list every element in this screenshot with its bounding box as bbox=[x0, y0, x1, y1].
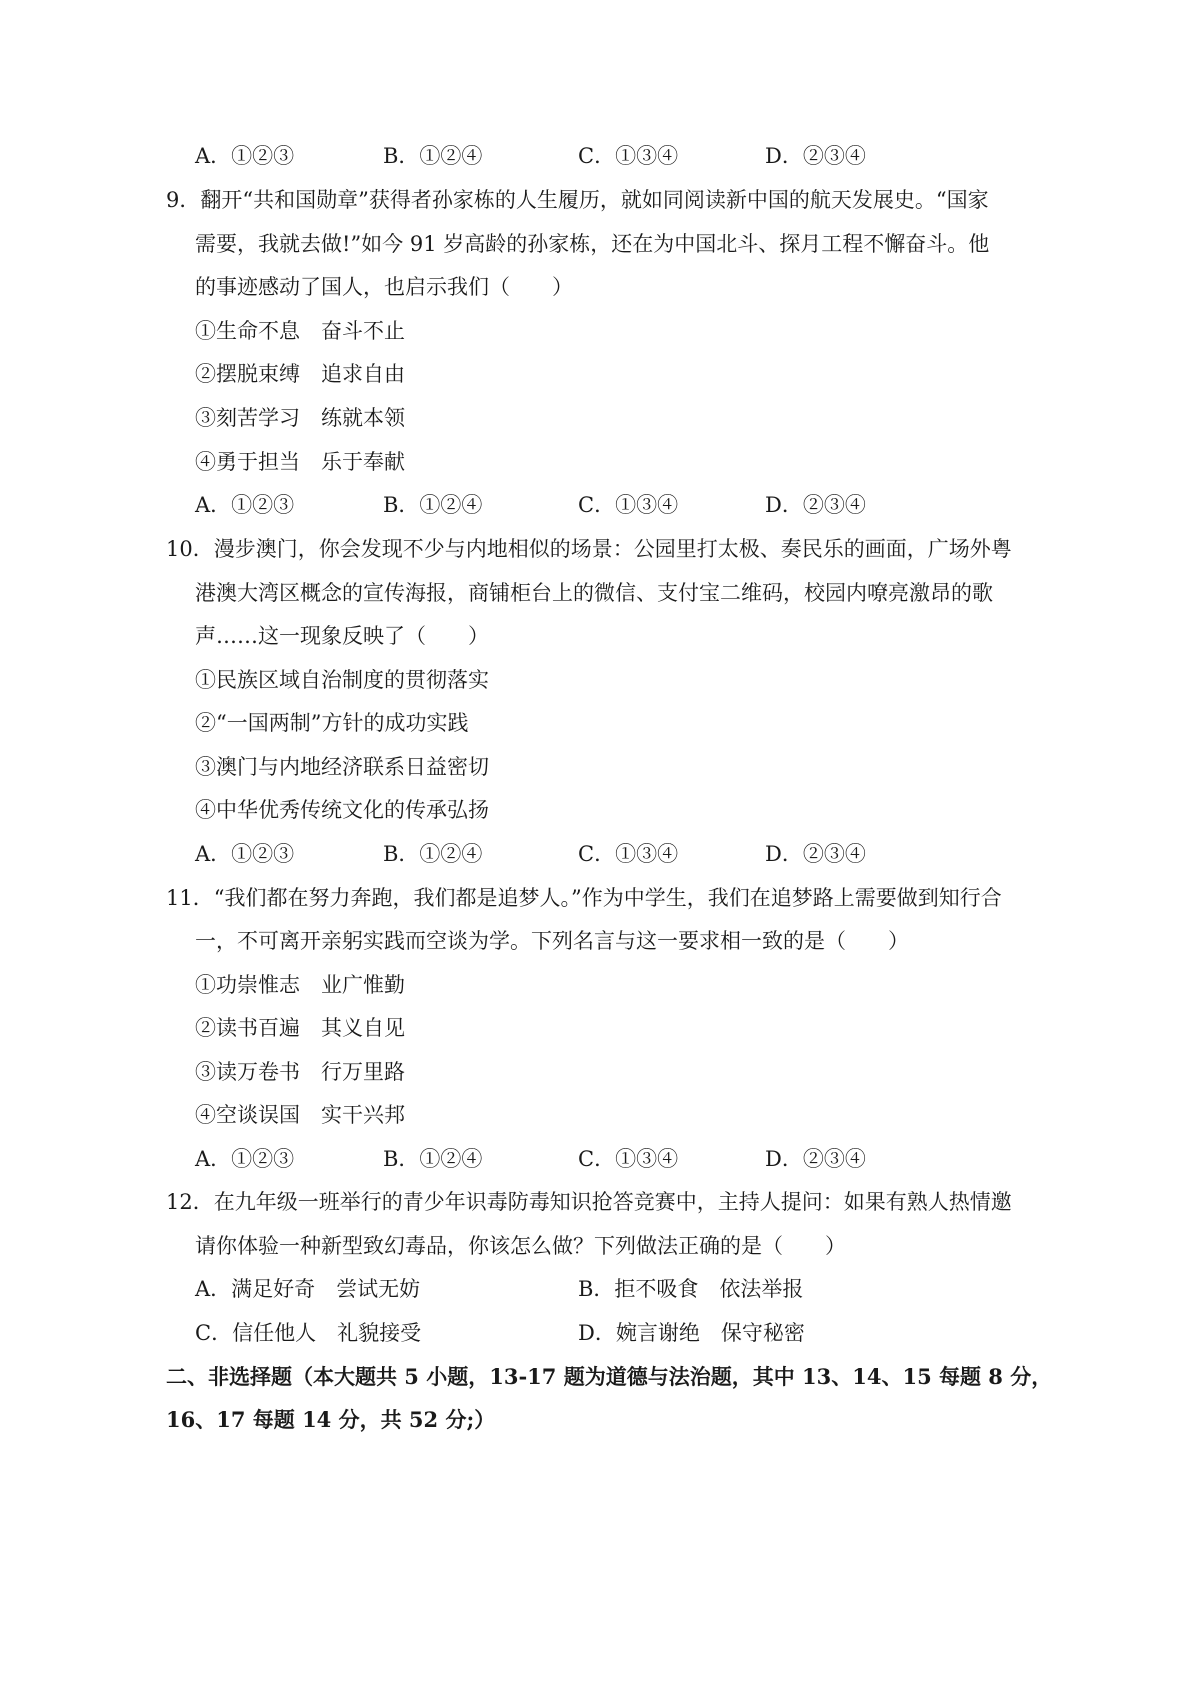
question-stem-line: 请你体验一种新型致幻毒品，你该怎么做？下列做法正确的是（ ） bbox=[195, 1234, 846, 1258]
question-stem-line: 一，不可离开亲躬实践而空谈为学。下列名言与这一要求相一致的是（ ） bbox=[195, 929, 909, 953]
option-b: B．①②④ bbox=[383, 144, 483, 168]
statement-1: ①生命不息 奋斗不止 bbox=[195, 319, 405, 343]
statement-2: ②摆脱束缚 追求自由 bbox=[195, 362, 405, 386]
statement-1: ①民族区域自治制度的贯彻落实 bbox=[195, 668, 489, 692]
option-c: C．①③④ bbox=[578, 842, 679, 866]
statement-3: ③澳门与内地经济联系日益密切 bbox=[195, 755, 489, 779]
section-heading-line: 二、非选择题（本大题共 5 小题，13-17 题为道德与法治题，其中 13、14、15 每题 8 分， bbox=[166, 1364, 1053, 1389]
option-a: A．①②③ bbox=[195, 144, 295, 168]
option-d: D．②③④ bbox=[765, 493, 866, 517]
option-c: C．①③④ bbox=[578, 1147, 679, 1171]
statement-4: ④空谈误国 实干兴邦 bbox=[195, 1103, 405, 1127]
statement-3: ③读万卷书 行万里路 bbox=[195, 1060, 405, 1084]
option-c: C．①③④ bbox=[578, 144, 679, 168]
question-stem-line: 9．翻开“共和国勋章”获得者孙家栋的人生履历，就如同阅读新中国的航天发展史。“国家 bbox=[166, 188, 989, 212]
option-b: B．①②④ bbox=[383, 1147, 483, 1171]
question-stem-line: 12．在九年级一班举行的青少年识毒防毒知识抢答竞赛中，主持人提问：如果有熟人热情邀 bbox=[166, 1190, 1012, 1214]
option-d: D．婉言谢绝 保守秘密 bbox=[578, 1321, 805, 1345]
question-stem-line: 声……这一现象反映了（ ） bbox=[195, 624, 489, 648]
option-a: A．①②③ bbox=[195, 1147, 295, 1171]
statement-2: ②“一国两制”方针的成功实践 bbox=[195, 711, 469, 735]
question-stem-line: 11．“我们都在努力奔跑，我们都是追梦人。”作为中学生，我们在追梦路上需要做到知行合 bbox=[166, 886, 1002, 910]
question-stem-line: 需要，我就去做!”如今 91 岁高龄的孙家栋，还在为中国北斗、探月工程不懈奋斗。他 bbox=[195, 232, 990, 256]
question-stem-line: 10．漫步澳门，你会发现不少与内地相似的场景：公园里打太极、奏民乐的画面，广场外粤 bbox=[166, 537, 1012, 561]
statement-4: ④中华优秀传统文化的传承弘扬 bbox=[195, 798, 489, 822]
option-c: C．信任他人 礼貌接受 bbox=[195, 1321, 422, 1345]
option-a: A．满足好奇 尝试无妨 bbox=[195, 1277, 421, 1301]
option-c: C．①③④ bbox=[578, 493, 679, 517]
option-d: D．②③④ bbox=[765, 144, 866, 168]
section-heading-line: 16、17 每题 14 分，共 52 分;） bbox=[166, 1407, 496, 1432]
option-b: B．①②④ bbox=[383, 842, 483, 866]
statement-3: ③刻苦学习 练就本领 bbox=[195, 406, 405, 430]
question-stem-line: 港澳大湾区概念的宣传海报，商铺柜台上的微信、支付宝二维码，校园内嘹亮激昂的歌 bbox=[195, 581, 993, 605]
statement-2: ②读书百遍 其义自见 bbox=[195, 1016, 405, 1040]
option-a: A．①②③ bbox=[195, 493, 295, 517]
statement-1: ①功崇惟志 业广惟勤 bbox=[195, 973, 405, 997]
option-b: B．①②④ bbox=[383, 493, 483, 517]
statement-4: ④勇于担当 乐于奉献 bbox=[195, 450, 405, 474]
option-d: D．②③④ bbox=[765, 842, 866, 866]
option-b: B．拒不吸食 依法举报 bbox=[578, 1277, 804, 1301]
option-a: A．①②③ bbox=[195, 842, 295, 866]
question-stem-line: 的事迹感动了国人，也启示我们（ ） bbox=[195, 275, 573, 299]
option-d: D．②③④ bbox=[765, 1147, 866, 1171]
